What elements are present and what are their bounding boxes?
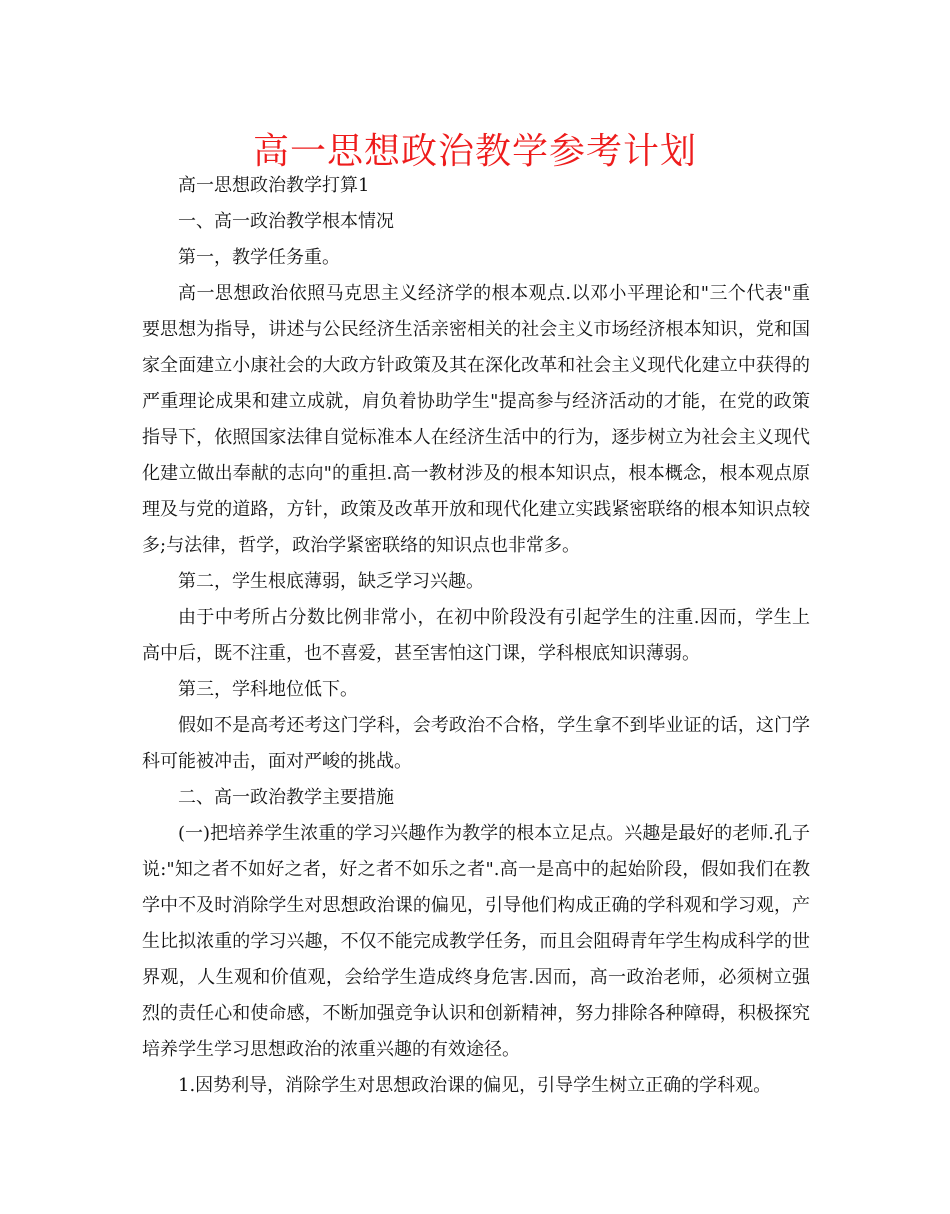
paragraph-third-point: 第三，学科地位低下。 <box>178 679 358 700</box>
paragraph-body-text: 由于中考所占分数比例非常小，在初中阶段没有引起学生的注重.因而，学生上高中后，既不注重，也不喜爱，甚至害怕这门课，学科根底知识薄弱。 <box>142 607 810 664</box>
paragraph-body-text: 假如不是高考还考这门学科，会考政治不合格，学生拿不到毕业证的话，这门学科可能被冲击，面对严峻的挑战。 <box>142 715 810 772</box>
paragraph-body-text: (一)把培养学生浓重的学习兴趣作为教学的根本立足点。兴趣是最好的老师.孔子说:"知之者不如好之者，好之者不如乐之者".高一是高中的起始阶段，假如我们在教学中不及时消除学生对思想政治课的偏见，引导他们构成正确的学科观和学习观，产生比拟浓重的学习兴趣，不仅不能完成教学任务，而且会阻碍青年学生构成科学的世界观，人生观和价值观，会给学生造成终身危害.因而，高一政治老师，必须树立强烈的责任心和使命感，不断加强竞争认识和创新精神，努力排除各种障碍，积极探究培养学生学习思想政治的浓重兴趣的有效途径。 <box>142 823 810 1060</box>
paragraph-body-text: 高一思想政治依照马克思主义经济学的根本观点.以邓小平理论和"三个代表"重要思想为指导，讲述与公民经济生活亲密相关的社会主义市场经济根本知识，党和国家全面建立小康社会的大政方针政策及其在深化改革和社会主义现代化建立中获得的严重理论成果和建立成就，肩负着协助学生"提高参与经济活动的才能，在党的政策指导下，依照国家法律自觉标准本人在经济生活中的行为，逐步树立为社会主义现代化建立做出奉献的志向"的重担.高一教材涉及的根本知识点，根本概念，根本观点原理及与党的道路，方针，政策及改革开放和现代化建立实践紧密联络的根本知识点较多;与法律，哲学，政治学紧密联络的知识点也非常多。 <box>142 283 810 556</box>
paragraph-second-point: 第二，学生根底薄弱，缺乏学习兴趣。 <box>178 571 484 592</box>
paragraph-first-point: 第一，教学任务重。 <box>178 247 340 268</box>
paragraph-section-one-heading: 一、高一政治教学根本情况 <box>178 211 394 232</box>
paragraph-section-two-heading: 二、高一政治教学主要措施 <box>178 787 394 808</box>
paragraph-plan-heading: 高一思想政治教学打算1 <box>178 175 370 196</box>
paragraph-sub-point: 1.因势利导，消除学生对思想政治课的偏见，引导学生树立正确的学科观。 <box>178 1075 772 1096</box>
document-title: 高一思想政治教学参考计划 <box>252 131 697 172</box>
document-body <box>142 168 810 1104</box>
